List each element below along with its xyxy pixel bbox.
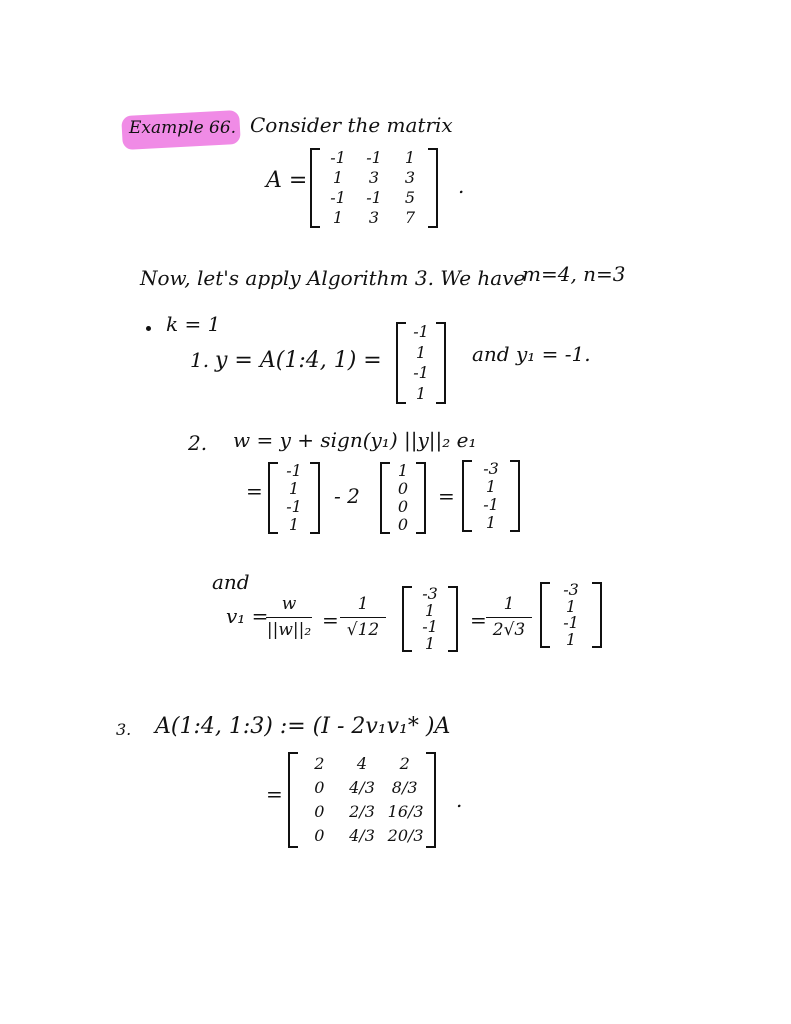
matrix-cell: -1 xyxy=(330,188,346,207)
matrix-result-period: . xyxy=(456,788,463,812)
bullet-dot xyxy=(146,326,151,331)
matrix-cell: 3 xyxy=(368,168,380,187)
matrix-cell: 1 xyxy=(332,208,344,227)
fraction-denominator: 2√3 xyxy=(492,620,526,640)
step1-vector xyxy=(396,322,446,404)
matrix-a-period: . xyxy=(458,174,465,198)
v1-vector-1 xyxy=(402,586,458,652)
fraction-numerator: 1 xyxy=(357,594,369,614)
v1-eq2: = xyxy=(470,608,487,632)
matrix-cell: 4 xyxy=(356,754,368,773)
example-label: Example 66. xyxy=(129,118,237,138)
left-bracket xyxy=(288,752,298,848)
step2-vector-e1 xyxy=(380,462,426,534)
matrix-cell: -1 xyxy=(422,617,438,637)
fraction-one-over-root12 xyxy=(340,596,386,639)
fraction-w-denominator: ||w||₂ xyxy=(266,620,312,640)
matrix-cell: 1 xyxy=(288,479,300,498)
matrix-cell: -1 xyxy=(483,495,499,514)
step3-expr: A(1:4, 1:3) := (I - 2v₁v₁* )A xyxy=(155,714,451,739)
matrix-cell: 1 xyxy=(397,461,409,480)
fraction-numerator: 1 xyxy=(503,594,515,614)
matrix-cell: -3 xyxy=(563,580,579,600)
right-bracket xyxy=(426,752,436,848)
matrix-cell: -1 xyxy=(563,613,579,633)
right-bracket xyxy=(310,462,320,534)
matrix-cell: -1 xyxy=(286,497,302,516)
matrix-cell: 4/3 xyxy=(349,778,375,797)
matrix-cell: 5 xyxy=(404,188,416,207)
matrix-cell: 1 xyxy=(485,513,497,532)
matrix-cell: 1 xyxy=(288,515,300,534)
matrix-cell: 0 xyxy=(314,802,325,821)
fraction-w-numerator: w xyxy=(281,594,297,614)
v1-lhs: v₁ = xyxy=(226,604,269,628)
step3-eq: = xyxy=(266,782,283,806)
step2-number: 2. xyxy=(188,431,208,455)
left-bracket xyxy=(402,586,412,652)
matrix-cell: -1 xyxy=(366,148,382,167)
step1-number: 1. xyxy=(190,348,210,372)
matrix-a-lhs: A = xyxy=(266,168,308,193)
v1-vector-2 xyxy=(540,582,602,648)
matrix-cell: 1 xyxy=(332,168,344,187)
matrix-cell: 1 xyxy=(415,383,427,403)
matrix-cell: 2 xyxy=(399,754,410,773)
step2-vector-w xyxy=(462,460,520,532)
matrix-cell: 1 xyxy=(424,633,436,653)
matrix-cell: 1 xyxy=(565,629,577,649)
matrix-cell: -3 xyxy=(483,459,499,478)
matrix-result xyxy=(288,752,436,848)
step2-minus-two: - 2 xyxy=(334,484,360,508)
apply-line-text: Now, let's apply Algorithm 3. We have xyxy=(140,266,526,290)
matrix-cell: 0 xyxy=(314,778,325,797)
step2-expr: w = y + sign(y₁) ||y||₂ e₁ xyxy=(233,428,477,452)
matrix-cell: 0 xyxy=(397,515,409,534)
matrix-cell: 16/3 xyxy=(387,802,424,821)
matrix-cell: -1 xyxy=(286,461,302,480)
matrix-cell: 0 xyxy=(397,479,409,498)
right-bracket xyxy=(428,148,438,228)
fraction-w-over-norm xyxy=(266,596,312,639)
step2-eq1: = xyxy=(246,479,263,503)
left-bracket xyxy=(540,582,550,648)
fraction-denominator: √12 xyxy=(346,620,380,640)
matrix-cell: 1 xyxy=(415,342,427,362)
step2-eq2: = xyxy=(438,484,455,508)
fraction-bar xyxy=(486,617,532,618)
matrix-cell: 8/3 xyxy=(391,778,418,797)
intro-text: Consider the matrix xyxy=(250,113,453,137)
matrix-a xyxy=(310,148,438,228)
step2-vector-y xyxy=(268,462,320,534)
matrix-cell: 0 xyxy=(314,826,325,845)
matrix-cell: 2/3 xyxy=(349,802,375,821)
matrix-cell: 20/3 xyxy=(387,826,424,845)
left-bracket xyxy=(462,460,472,532)
step1-expr: y = A(1:4, 1) = xyxy=(215,348,382,373)
fraction-bar xyxy=(340,617,386,618)
and-label: and xyxy=(212,570,250,594)
k-line: k = 1 xyxy=(166,312,221,336)
matrix-cell: -1 xyxy=(366,188,382,207)
right-bracket xyxy=(448,586,458,652)
right-bracket xyxy=(592,582,602,648)
matrix-cell: 1 xyxy=(404,148,416,167)
step3-number: 3. xyxy=(116,720,132,739)
v1-eq1: = xyxy=(322,608,339,632)
right-bracket xyxy=(510,460,520,532)
matrix-cell: 1 xyxy=(565,596,577,616)
fraction-one-over-2root3 xyxy=(486,596,532,639)
matrix-cell: 1 xyxy=(485,477,497,496)
dimensions: m=4, n=3 xyxy=(522,262,626,286)
matrix-cell: 1 xyxy=(424,600,436,620)
matrix-cell: -1 xyxy=(413,363,429,383)
matrix-cell: -1 xyxy=(413,322,429,342)
matrix-cell: 7 xyxy=(404,208,416,227)
matrix-cell: 3 xyxy=(368,208,380,227)
matrix-cell: -3 xyxy=(422,584,438,604)
matrix-cell: 2 xyxy=(314,754,325,773)
matrix-cell: 0 xyxy=(397,497,409,516)
matrix-cell: -1 xyxy=(330,148,346,167)
left-bracket xyxy=(310,148,320,228)
matrix-cell: 4/3 xyxy=(349,826,375,845)
step1-after: and y₁ = -1. xyxy=(472,342,591,366)
fraction-bar xyxy=(266,617,312,618)
matrix-cell: 3 xyxy=(404,168,416,187)
